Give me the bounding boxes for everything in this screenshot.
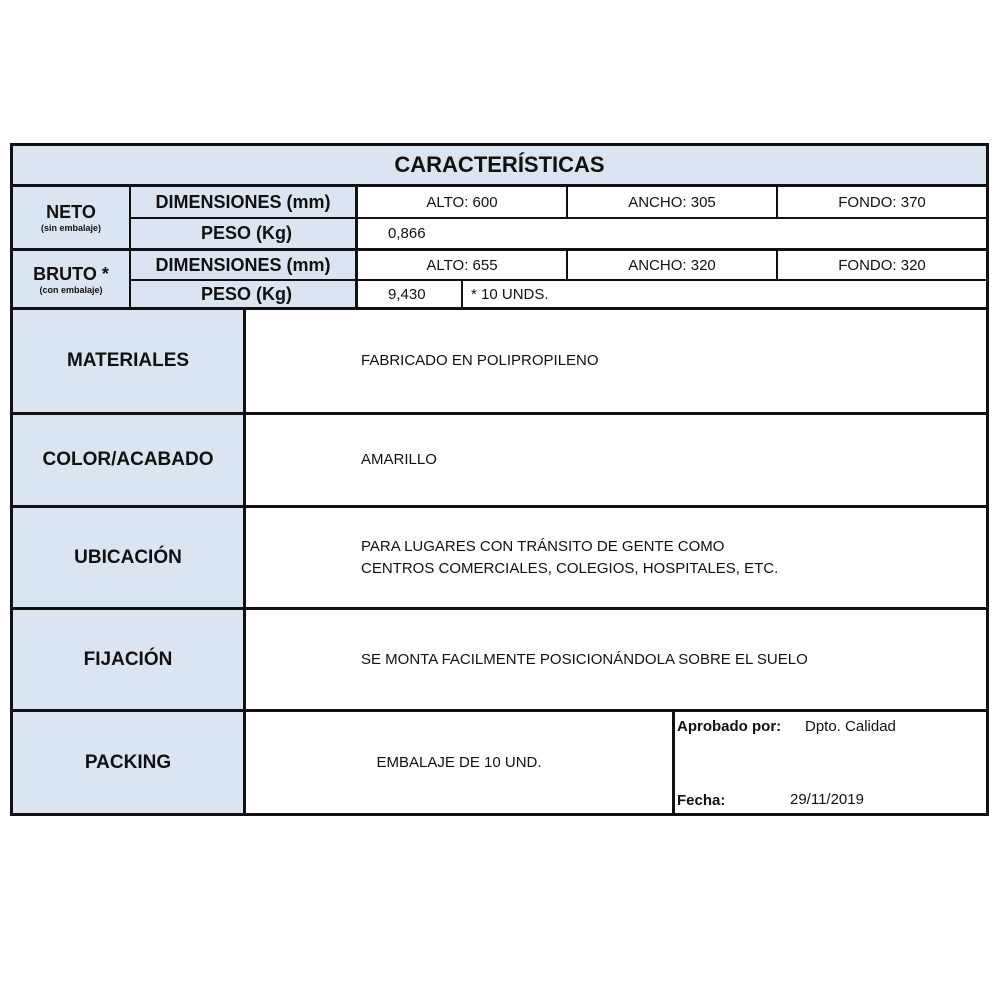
bruto-group bbox=[13, 251, 131, 310]
approval-box bbox=[675, 712, 986, 813]
bruto-fondo: FONDO: 320 bbox=[778, 251, 986, 281]
packing-value: EMBALAJE DE 10 UND. bbox=[246, 712, 675, 813]
bruto-peso-value: 9,430 bbox=[358, 281, 463, 310]
ubicacion-line-2: CENTROS COMERCIALES, COLEGIOS, HOSPITALES, ETC. bbox=[361, 559, 779, 577]
bruto-ancho: ANCHO: 320 bbox=[568, 251, 778, 281]
ubicacion-value bbox=[246, 508, 986, 610]
materiales-value: FABRICADO EN POLIPROPILENO bbox=[246, 310, 986, 415]
neto-dimensions-label: DIMENSIONES (mm) bbox=[131, 187, 358, 219]
bruto-alto: ALTO: 655 bbox=[358, 251, 568, 281]
bruto-peso-label: PESO (Kg) bbox=[131, 281, 358, 310]
bruto-sublabel: (con embalaje) bbox=[39, 284, 103, 295]
neto-peso-value: 0,866 bbox=[358, 219, 986, 251]
materiales-label: MATERIALES bbox=[13, 310, 246, 415]
color-acabado-value: AMARILLO bbox=[246, 415, 986, 508]
neto-ancho: ANCHO: 305 bbox=[568, 187, 778, 219]
ubicacion-line-1: PARA LUGARES CON TRÁNSITO DE GENTE COMO bbox=[361, 537, 725, 555]
neto-peso-label: PESO (Kg) bbox=[131, 219, 358, 251]
fijacion-label: FIJACIÓN bbox=[13, 610, 246, 712]
fecha-label: Fecha: bbox=[677, 792, 726, 809]
ubicacion-label: UBICACIÓN bbox=[13, 508, 246, 610]
bruto-peso-note: * 10 UNDS. bbox=[463, 281, 986, 310]
neto-fondo: FONDO: 370 bbox=[778, 187, 986, 219]
neto-alto: ALTO: 600 bbox=[358, 187, 568, 219]
sheet-title: CARACTERÍSTICAS bbox=[13, 146, 986, 187]
bruto-label: BRUTO * bbox=[33, 263, 109, 284]
aprobado-value: Dpto. Calidad bbox=[805, 718, 896, 735]
neto-group bbox=[13, 187, 131, 251]
neto-sublabel: (sin embalaje) bbox=[40, 223, 102, 233]
bruto-dimensions-label: DIMENSIONES (mm) bbox=[131, 251, 358, 281]
fecha-value: 29/11/2019 bbox=[790, 791, 864, 808]
aprobado-label: Aprobado por: bbox=[677, 718, 782, 735]
fijacion-value: SE MONTA FACILMENTE POSICIONÁNDOLA SOBRE EL SUELO bbox=[246, 610, 986, 712]
neto-label: NETO bbox=[46, 202, 96, 222]
packing-label: PACKING bbox=[13, 712, 246, 813]
color-acabado-label: COLOR/ACABADO bbox=[13, 415, 246, 508]
characteristics-sheet bbox=[10, 143, 989, 816]
